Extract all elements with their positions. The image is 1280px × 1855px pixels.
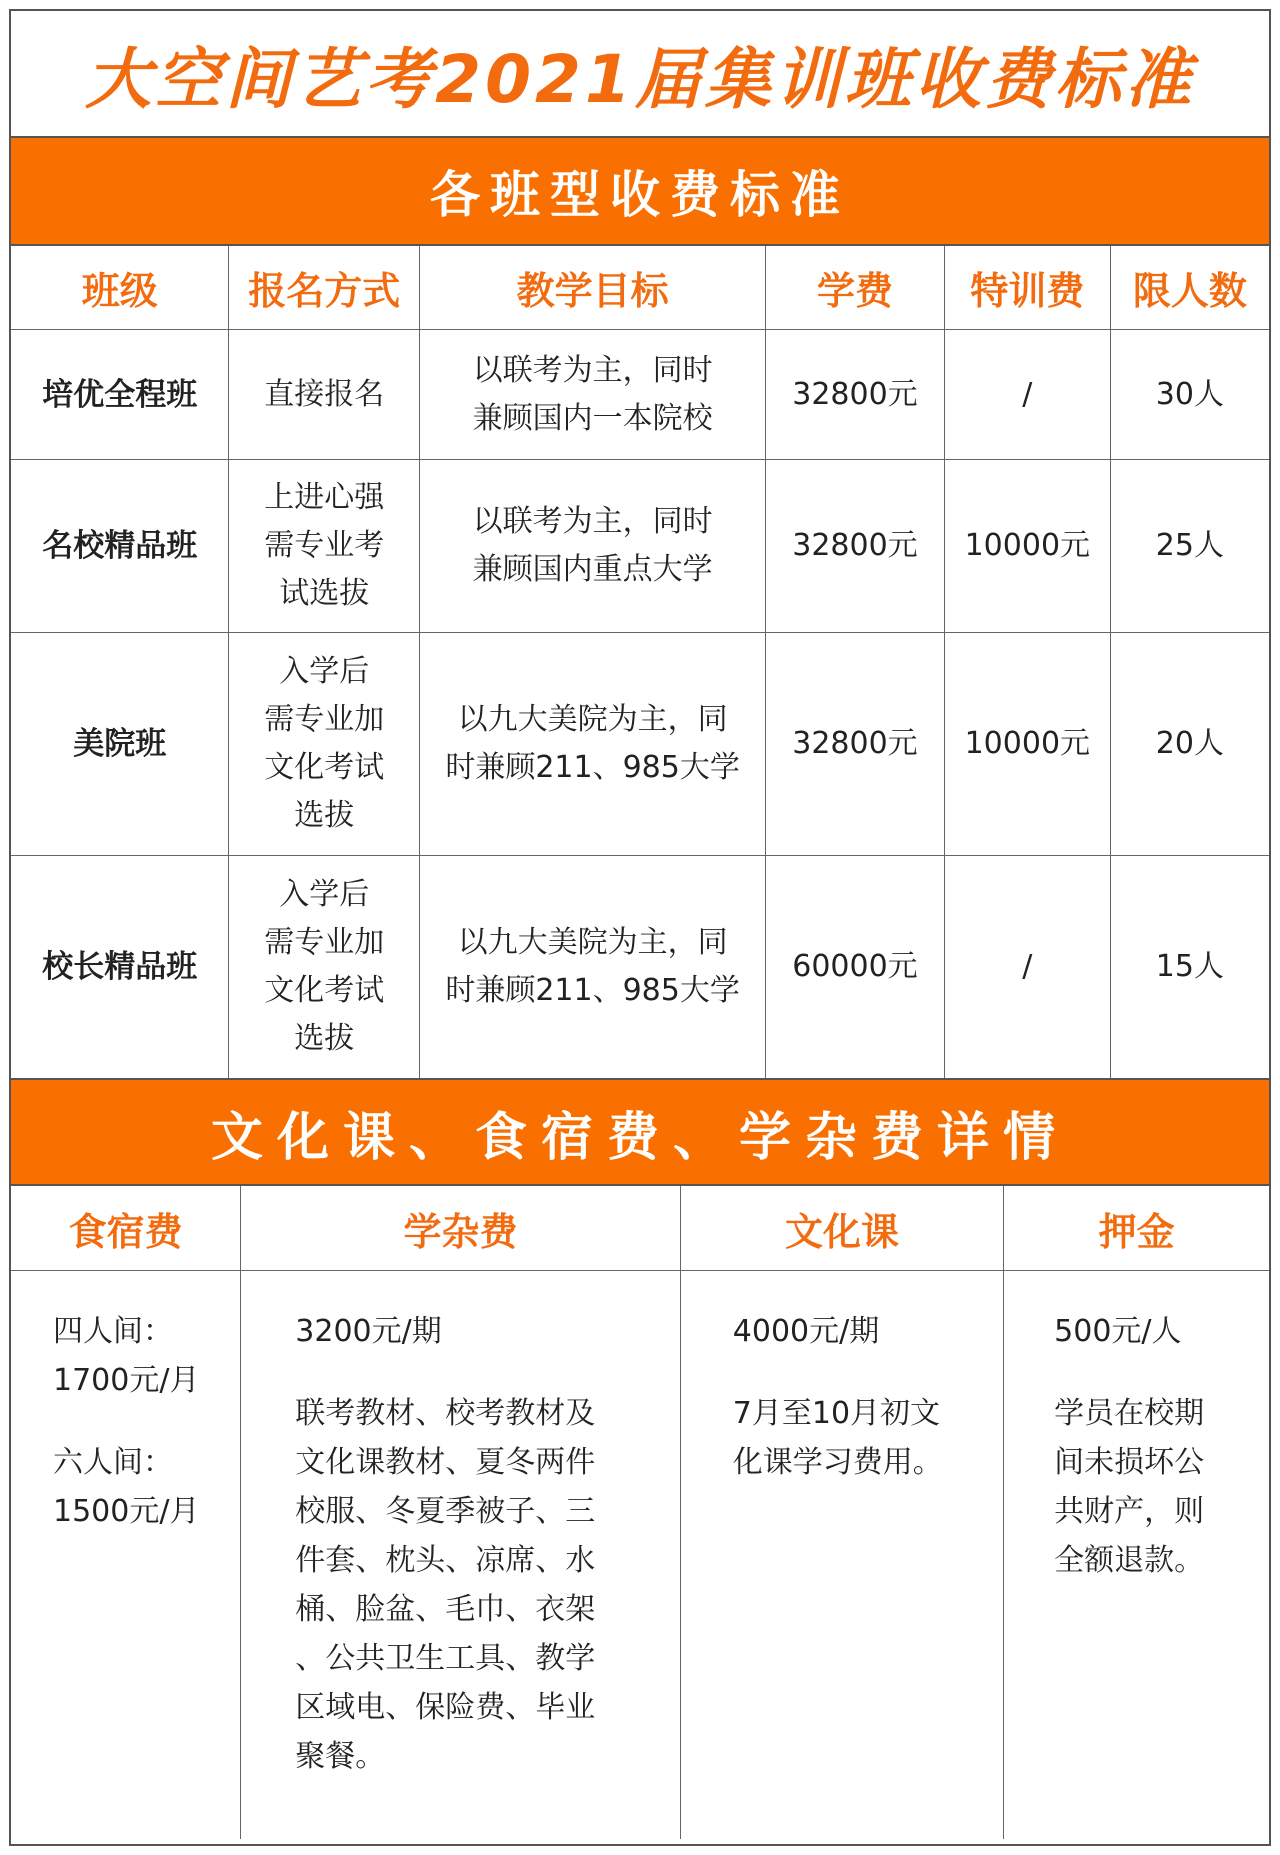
enrollment-limit: 30人 xyxy=(1110,330,1269,460)
six-room-label: 六人间： xyxy=(53,1445,173,1480)
special-fee: 10000元 xyxy=(944,633,1110,856)
col-header-limit: 限人数 xyxy=(1110,246,1269,330)
deposit-line: 间未损坏公 xyxy=(1054,1445,1205,1480)
special-fee: / xyxy=(944,330,1110,460)
tuition: 32800元 xyxy=(766,633,945,856)
misc-line: 联考教材、校考教材及 xyxy=(295,1396,596,1431)
col-header-misc: 学杂费 xyxy=(241,1186,680,1271)
teaching-goal: 以联考为主，同时 兼顾国内重点大学 xyxy=(420,460,766,633)
deposit-line: 共财产，则 xyxy=(1054,1494,1205,1529)
signup-method: 入学后 需专业加 文化考试 选拔 xyxy=(229,856,420,1079)
table-row xyxy=(11,856,1269,1079)
enrollment-limit: 25人 xyxy=(1110,460,1269,633)
page-title: 大空间艺考2021届集训班收费标准 xyxy=(11,11,1269,138)
four-room-label: 四人间： xyxy=(53,1314,173,1349)
col-header-lodging: 食宿费 xyxy=(11,1186,241,1271)
teaching-goal: 以九大美院为主，同 时兼顾211、985大学 xyxy=(420,633,766,856)
culture-line: 化课学习费用。 xyxy=(732,1445,943,1480)
class-fee-table xyxy=(11,246,1269,1078)
col-header-signup: 报名方式 xyxy=(229,246,420,330)
deposit-details xyxy=(1004,1271,1269,1839)
col-header-culture: 文化课 xyxy=(680,1186,1003,1271)
misc-line: 聚餐。 xyxy=(295,1739,386,1774)
enrollment-limit: 15人 xyxy=(1110,856,1269,1079)
lodging-details xyxy=(11,1271,241,1839)
col-header-goal: 教学目标 xyxy=(420,246,766,330)
culture-course-details xyxy=(680,1271,1003,1839)
col-header-class: 班级 xyxy=(11,246,229,330)
tuition: 32800元 xyxy=(766,460,945,633)
col-header-tuition: 学费 xyxy=(766,246,945,330)
misc-line: 桶、脸盆、毛巾、衣架 xyxy=(295,1592,596,1627)
enrollment-limit: 20人 xyxy=(1110,633,1269,856)
section1-heading: 各班型收费标准 xyxy=(11,138,1269,246)
six-room-price: 1500元/月 xyxy=(53,1494,200,1529)
misc-line: 区域电、保险费、毕业 xyxy=(295,1690,596,1725)
misc-line: 件套、枕头、凉席、水 xyxy=(295,1543,596,1578)
extra-fee-table xyxy=(11,1186,1269,1839)
tuition: 60000元 xyxy=(766,856,945,1079)
four-room-price: 1700元/月 xyxy=(53,1363,200,1398)
culture-price: 4000元/期 xyxy=(732,1314,880,1349)
table-header-row xyxy=(11,1186,1269,1271)
table-row xyxy=(11,633,1269,856)
class-name: 美院班 xyxy=(11,633,229,856)
table-row xyxy=(11,460,1269,633)
misc-fee-details xyxy=(241,1271,680,1839)
culture-line: 7月至10月初文 xyxy=(732,1396,941,1431)
fee-sheet xyxy=(9,9,1271,1846)
col-header-deposit: 押金 xyxy=(1004,1186,1269,1271)
table-header-row xyxy=(11,246,1269,330)
misc-line: 校服、冬夏季被子、三 xyxy=(295,1494,596,1529)
teaching-goal: 以九大美院为主，同 时兼顾211、985大学 xyxy=(420,856,766,1079)
special-fee: / xyxy=(944,856,1110,1079)
signup-method: 入学后 需专业加 文化考试 选拔 xyxy=(229,633,420,856)
deposit-price: 500元/人 xyxy=(1054,1314,1182,1349)
signup-method: 直接报名 xyxy=(229,330,420,460)
col-header-special-fee: 特训费 xyxy=(944,246,1110,330)
tuition: 32800元 xyxy=(766,330,945,460)
misc-line: 文化课教材、夏冬两件 xyxy=(295,1445,596,1480)
class-name: 名校精品班 xyxy=(11,460,229,633)
section2-heading: 文化课、食宿费、学杂费详情 xyxy=(11,1078,1269,1186)
misc-line: 、公共卫生工具、教学 xyxy=(295,1641,596,1676)
teaching-goal: 以联考为主，同时 兼顾国内一本院校 xyxy=(420,330,766,460)
deposit-line: 全额退款。 xyxy=(1054,1543,1205,1578)
signup-method: 上进心强 需专业考 试选拔 xyxy=(229,460,420,633)
class-name: 培优全程班 xyxy=(11,330,229,460)
deposit-line: 学员在校期 xyxy=(1054,1396,1205,1431)
class-name: 校长精品班 xyxy=(11,856,229,1079)
special-fee: 10000元 xyxy=(944,460,1110,633)
table-row xyxy=(11,1271,1269,1839)
table-row xyxy=(11,330,1269,460)
misc-price: 3200元/期 xyxy=(295,1314,442,1349)
